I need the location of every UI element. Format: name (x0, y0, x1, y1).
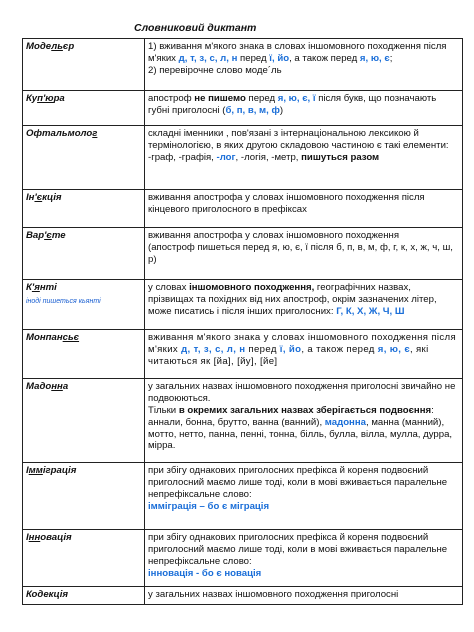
table-row (23, 39, 463, 91)
rule-cell: вживання апострофа у словах іншомовного походження після кінцевого приголосного в префіксах (145, 190, 463, 228)
word-cell: Мадонна (23, 379, 145, 463)
dictation-table (22, 38, 463, 605)
table-row (23, 587, 463, 605)
rule-cell: при збігу однакових приголосних префікса й кореня подвоєний приголосний маємо лише тоді, коли в мові вживається паралельне непрефіксальне слово: інновація - бо є новація (145, 530, 463, 587)
word-note: іноді пишеться кьянті (26, 297, 101, 305)
word-cell: Інновація (23, 530, 145, 587)
word-cell: Ін'єкція (23, 190, 145, 228)
word-cell: Вар'єте (23, 228, 145, 280)
table-row (23, 463, 463, 530)
rule-cell: у словах іншомовного походження, географічних назвах, прізвищах та похідних від них апостроф, окрім зазначених літер, може писатись і після інших приголосних: Г, К, Х, Ж, Ч, Ш (145, 280, 463, 330)
rule-cell: 1) вживання м'якого знака в словах іншомовного походження після м'яких д, т, з, с, л, н перед ї, йо, а також перед я, ю, є; 2) перевірочне слово моде´ль (145, 39, 463, 91)
word-cell: Імміграція (23, 463, 145, 530)
table-row (23, 280, 463, 330)
word-cell: Кодекція (23, 587, 145, 605)
table-row (23, 330, 463, 379)
table-row (23, 190, 463, 228)
table-row (23, 379, 463, 463)
word-cell: Куп'юра (23, 91, 145, 126)
table-row (23, 126, 463, 190)
rule-cell: у загальних назвах іншомовного походження приголосні (145, 587, 463, 605)
rule-cell: при збігу однакових приголосних префікса й кореня подвоєний приголосний маємо лише тоді, коли в мові вживається паралельне непрефіксальне слово: імміграція – бо є міграція (145, 463, 463, 530)
page-title: Словниковий диктант (134, 22, 257, 34)
word-cell: К'янті іноді пишеться кьянті (23, 280, 145, 330)
word-cell: Модельєр (23, 39, 145, 91)
table-row (23, 91, 463, 126)
word-cell: Монпансьє (23, 330, 145, 379)
rule-cell: апостроф не пишемо перед я, ю, є, ї після букв, що позначають губні приголосні (б, п, в, м, ф) (145, 91, 463, 126)
word-cell: Офтальмолог (23, 126, 145, 190)
rule-cell: у загальних назвах іншомовного походження приголосні звичайно не подвоюються. Тільки в окремих загальних назвах зберігається подвоєння: аннали, бонна, брутто, ванна (ванний), мадонна, манна (манний), мотто, нетто, панна, пенні, тонна, білль, булла, вілла, мулла, дурра, мірра. (145, 379, 463, 463)
rule-cell: складні іменники , пов'язані з інтернаціональною лексикою й термінологією, в яких другою складовою частиною є такі елементи: -граф, -графія, -лог, -логія, -метр, пишуться разом (145, 126, 463, 190)
rule-cell: вживання м'якого знака у словах іншомовного походження після м'яких д, т, з, с, л, н перед ї, йо, а також перед я, ю, є, які читаються як [йа], [йу], [йе] (145, 330, 463, 379)
rule-cell: вживання апострофа у словах іншомовного походження (апостроф пишеться перед я, ю, є, ї після б, п, в, м, ф, г, к, х, ж, ч, ш, р) (145, 228, 463, 280)
table-row (23, 228, 463, 280)
table-row (23, 530, 463, 587)
